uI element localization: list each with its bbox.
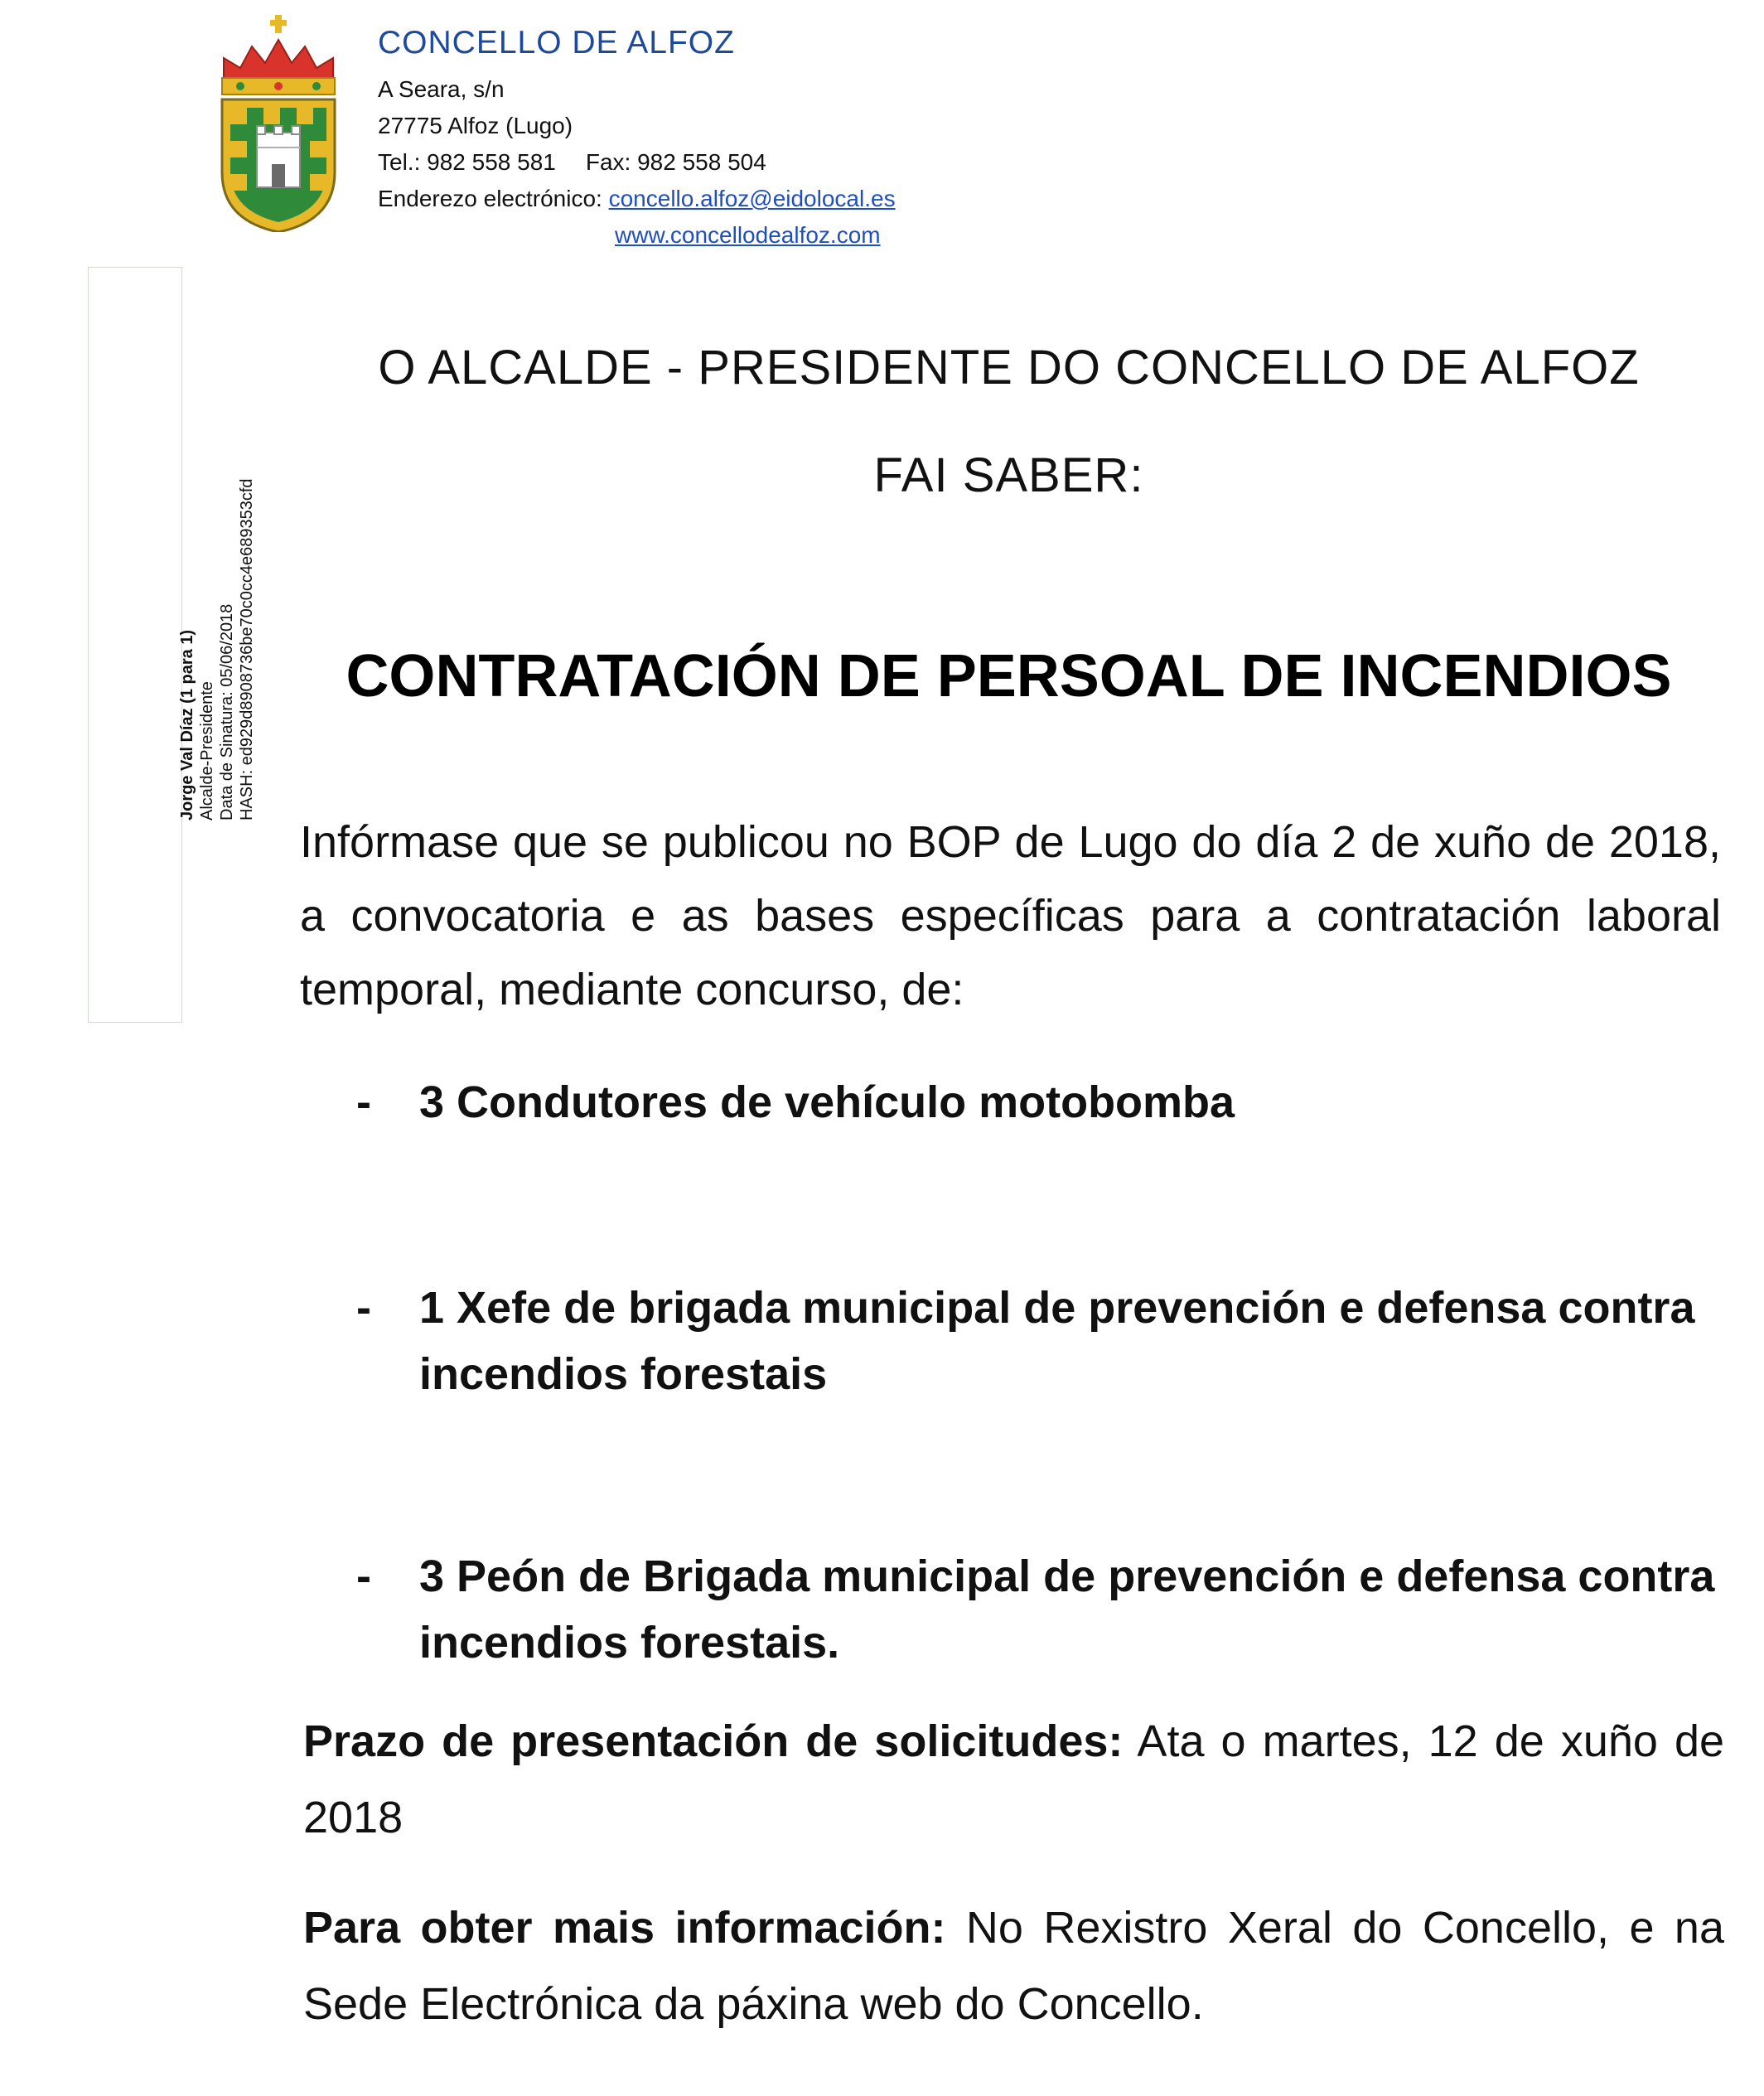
document-title: CONTRATACIÓN DE PERSOAL DE INCENDIOS: [346, 643, 1672, 709]
info-text: No Rexistro Xeral do Concello, e na Sede Electrónica da páxina web do Concello.: [303, 1903, 1724, 2029]
fax-number: Fax: 982 558 504: [585, 149, 766, 175]
phone-fax-line: [378, 149, 766, 176]
list-item: [356, 1275, 1723, 1407]
website-link[interactable]: www.concellodealfoz.com: [615, 222, 881, 248]
signer-name: Jorge Val Díaz (1 para 1): [178, 629, 196, 820]
signature-stamp-frame: [88, 267, 182, 1023]
info-label: Para obter mais información:: [303, 1903, 946, 1953]
email-line: [378, 186, 896, 212]
deadline-label: Prazo de presentación de solicitudes:: [303, 1716, 1124, 1766]
list-item-text: 3 Condutores de vehículo motobomba: [419, 1077, 1235, 1127]
list-item: [356, 1543, 1723, 1676]
bullet-dash: -: [356, 1077, 371, 1127]
coat-of-arms-logo: [212, 15, 345, 232]
signature-date: Data de Sinatura: 05/06/2018: [218, 603, 236, 820]
email-label: Enderezo electrónico:: [378, 186, 602, 211]
info-paragraph: [303, 1890, 1724, 2042]
list-item-text: 1 Xefe de brigada municipal de prevención e defensa contra incendios forestais: [419, 1283, 1695, 1399]
org-name: CONCELLO DE ALFOZ: [378, 25, 735, 61]
email-link[interactable]: concello.alfoz@eidolocal.es: [608, 186, 896, 211]
phone-number: Tel.: 982 558 581: [378, 149, 556, 175]
signature-hash: HASH: ed929d8908736be70c0cc4e689353cfd: [238, 478, 256, 820]
postal-city-line: 27775 Alfoz (Lugo): [378, 113, 573, 138]
signer-role: Alcalde-Presidente: [198, 681, 216, 820]
list-item: [356, 1069, 1723, 1135]
signature-stamp: [177, 478, 257, 820]
deadline-text: Ata o martes, 12 de xuño de 2018: [303, 1716, 1725, 1842]
intro-paragraph: Infórmase que se publicou no BOP de Lugo do día 2 de xuño de 2018, a convocatoria e as bases específicas para a contratación laboral temporal, mediante concurso, de:: [300, 817, 1721, 1014]
bullet-dash: -: [356, 1551, 371, 1601]
heading-authority: O ALCALDE - PRESIDENTE DO CONCELLO DE ALFOZ: [378, 341, 1640, 395]
list-item-text: 3 Peón de Brigada municipal de prevención e defensa contra incendios forestais.: [419, 1551, 1715, 1668]
address-line: A Seara, s/n: [378, 76, 505, 102]
bullet-dash: -: [356, 1283, 371, 1333]
deadline-paragraph: [303, 1703, 1724, 1856]
heading-announce: FAI SABER:: [873, 448, 1144, 502]
